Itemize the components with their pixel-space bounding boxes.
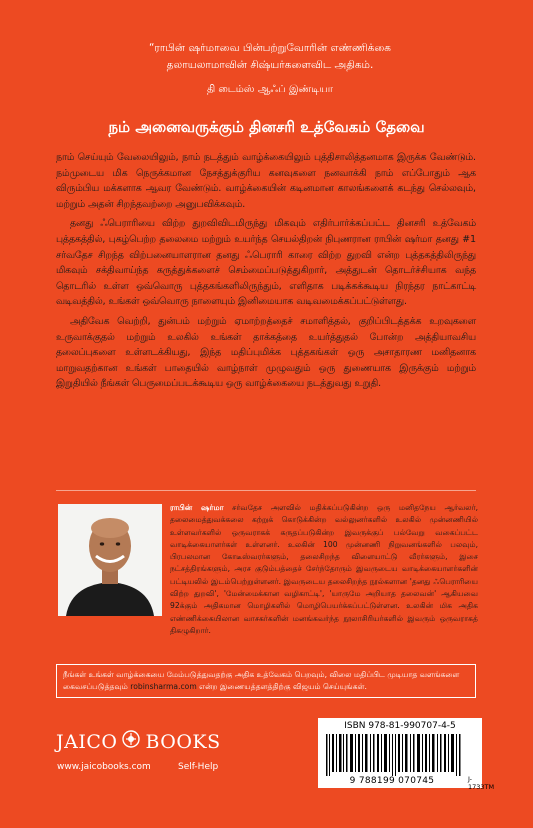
author-photo xyxy=(58,504,162,616)
quote-line-2: தலாயலாமாவின் சிஷ்யர்களைவிட அதிகம். xyxy=(166,59,374,71)
description-paragraph-3: அதிவேக வெற்றி, துன்பம் மற்றும் ஏமாற்றத்தைச் சமாளித்தல், குறிப்பிடத்தக்க உறவுகளை உருவாக்குதல் மற்றும் உலகில் உங்கள் தாக்கத்தை உயர்த்துதல் போன்ற அத்தியாவசிய தலைப்புகளை உள்ளடக்கியது, இந்த மதிப்புமிக்க புத்தகங்கள் ஒரு அசாதாரண மனிதனாக மாறுவதற்கான உங்கள் பாதையில் வாழ்நாள் முழுவதும் ஒரு துணையாக இருக்கும் மற்றும் இறுதியில் நீங்கள் பெருமைப்படக்கூடிய ஒரு வாழ்க்கையை நடத்துவது உறுதி. xyxy=(56,315,476,390)
publisher-logo xyxy=(56,730,221,753)
quote-line-1: “ராபின் ஷர்மாவை பின்பற்றுவோரின் எண்ணிக்கை xyxy=(148,42,392,54)
barcode-digits: 9 788199 070745 xyxy=(349,776,435,786)
author-bio-text: சர்வதேச அளவில் மதிக்கப்படுகின்ற ஒரு மனிதநேய ஆர்வலர், தலைமைத்துவக்கலை கற்றுக் கொடுக்கின்ற வல்லுனர்களில் உலகில் முன்னணியில் உள்ளவர்களில் ஒருவராகக் கருதப்படுகின்ற இவருக்குப் பல்வேறு வகைப்பட்ட வாடிக்கையாளர்கள் உள்ளனர். உலகின் 100 முன்னணி நிறுவனங்களில் பலவும், பிரபலமான கோடீஸ்வரர்களும், தலைசிறந்த விளையாட்டு வீரர்களும், இசை நட்சத்திரங்களும், அரச குடும்பத்தைச் சேர்ந்தோரும் இவருடைய வாடிக்கையாளர்களின் பட்டியலில் இடம்பெற்றுள்ளனர். இவருடைய தலைசிறந்த நூல்களான 'தனது ஃபெராரியை விற்ற துறவி', 'மேன்மைக்கான வழிகாட்டி', 'யாருமே அறியாத தலைவன்' ஆகியவை 92க்கும் அதிகமான மொழிகளில் மொழிபெயர்க்கப்பட்டுள்ளன. உலகின் மிக அதிக எண்ணிக்கையிலான வாசகர்களின் மனங்கவர்ந்த நூலாசிரியர்களில் இவரும் ஒருவராகத் திகழுகிறார். xyxy=(170,503,478,635)
barcode-bars xyxy=(324,734,464,776)
description-body xyxy=(56,150,476,396)
author-name: ராபின் ஷர்மா xyxy=(170,503,224,512)
author-bio xyxy=(170,502,478,637)
publisher-name-left: JAICO xyxy=(56,730,118,753)
website-url-link[interactable]: robinsharma.com xyxy=(130,682,197,691)
website-note-text-2: என்ற இணையத்தளத்திற்கு விஜயம் செய்யுங்கள். xyxy=(196,682,367,691)
isbn-label: ISBN 978-81-990707-4-5 xyxy=(344,721,456,731)
website-note-text-1: நீங்கள் உங்கள் வாழ்க்கையை மேம்படுத்துவதற்கு அதிக உத்வேகம் பெறவும், விலை மதிப்பிட முடியாத வளங்களை கைவசப்படுத்தவும் xyxy=(63,670,460,691)
section-divider xyxy=(56,490,476,491)
quote-source: தி டைம்ஸ் ஆஃப் இண்டியா xyxy=(206,84,334,95)
barcode-panel xyxy=(318,718,495,791)
description-paragraph-2: தனது ஃபெராரியை விற்ற துறவிவிடமிருந்து மிகவும் எதிர்பார்க்கப்பட்ட தினசரி உத்வேகம் புத்தகத்தில், புகழ்பெற்ற தலைமை மற்றும் உயர்ந்த செயல்திறன் நிபுணரான ராபின் ஷர்மா தனது #1 சர்வதேச சிறந்த விற்பனையாளரான தனது ஃபெராரி காரை விற்ற துறவி என்ற புத்தகத்திலிருந்து மிகவும் சக்திவாய்ந்த கருத்துக்களைச் செம்மைப்படுத்துகிறார், அத்துடன் தொடர்ச்சியாக வந்த தொடரில் உள்ள ஒவ்வொரு புத்தகங்களிலிருந்தும், எளிதாக படிக்கக்கூடிய நிரந்தர நாட்காட்டி வடிவத்தில், உங்கள் ஒவ்வொரு நாளையும் இனிமையாக வடிவமைக்கப்பட்டுள்ளது. xyxy=(56,218,476,308)
publisher-emblem-icon xyxy=(122,730,140,753)
publisher-name-right: BOOKS xyxy=(145,730,221,753)
description-paragraph-1: நாம் செய்யும் வேலையிலும், நாம் நடத்தும் வாழ்க்கையிலும் புத்திசாலித்தனமாக இருக்க வேண்டும். நம்முடைய மிக நெருக்கமான நேசத்துக்குரிய கனவுகளை நனவாக்கி நாம் எப்போதும் ஆக விரும்பிய மக்களாக ஆவர வேண்டும். வாழ்க்கையின் கடினமான காலங்களைக் கடந்து செல்லவும், மற்றும் அதன் சிறந்தவற்றை அனுபவிக்கவும். xyxy=(56,152,476,210)
website-note-box xyxy=(56,664,476,698)
product-code: J-1733TM xyxy=(468,775,495,791)
back-cover-headline: நம் அனைவருக்கும் தினசரி உத்வேகம் தேவை xyxy=(108,118,425,136)
publisher-url[interactable]: www.jaicobooks.com xyxy=(57,762,151,772)
quote-block xyxy=(90,40,450,98)
book-category: Self-Help xyxy=(178,762,219,772)
